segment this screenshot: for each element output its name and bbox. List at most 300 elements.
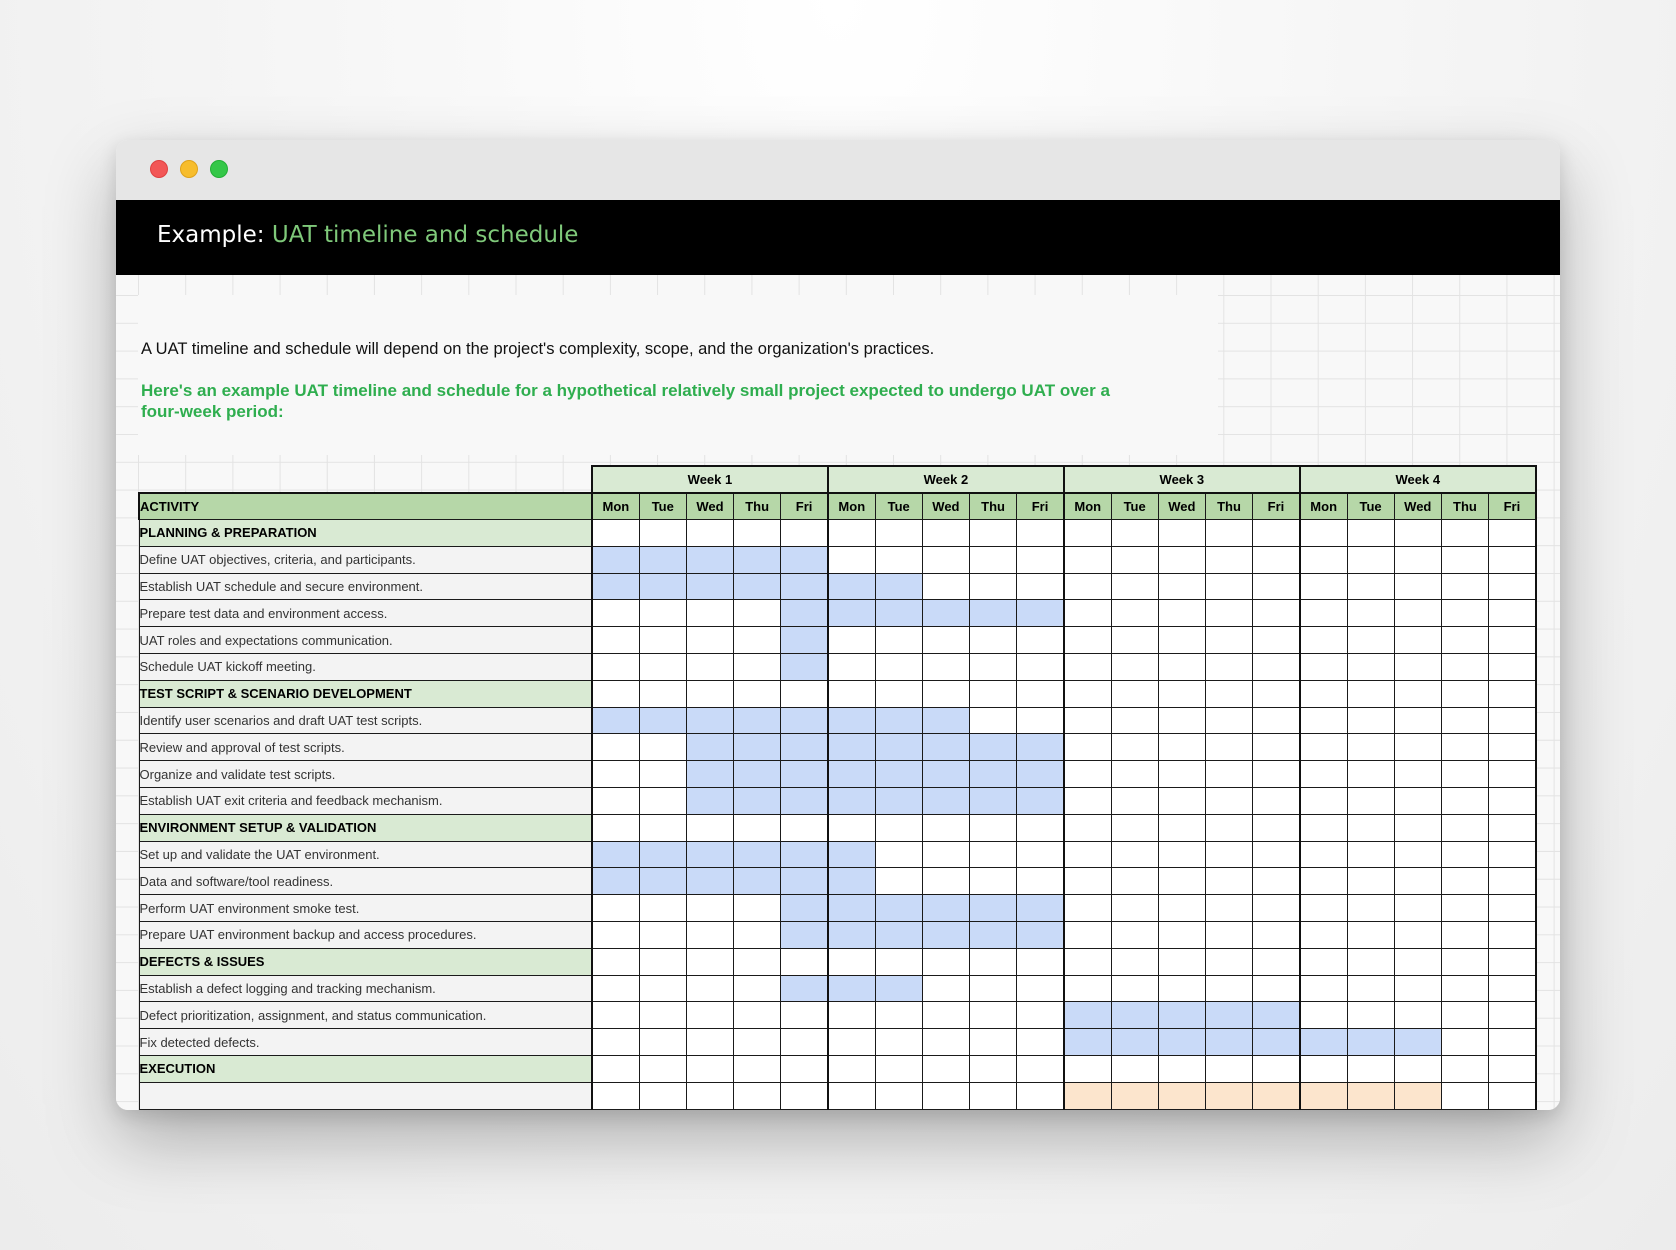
scheduled-cell[interactable] [734, 707, 781, 734]
schedule-cell[interactable] [734, 680, 781, 707]
schedule-cell[interactable] [1347, 895, 1394, 922]
scheduled-cell[interactable] [686, 707, 733, 734]
schedule-cell[interactable] [1205, 814, 1252, 841]
schedule-cell[interactable] [781, 520, 828, 547]
scheduled-cell[interactable] [1017, 761, 1064, 788]
schedule-cell[interactable] [970, 975, 1017, 1002]
schedule-cell[interactable] [592, 814, 639, 841]
schedule-cell[interactable] [970, 1029, 1017, 1056]
schedule-cell[interactable] [1394, 948, 1441, 975]
schedule-cell[interactable] [1111, 788, 1158, 815]
schedule-cell[interactable] [1064, 841, 1111, 868]
schedule-cell[interactable] [922, 841, 969, 868]
schedule-cell[interactable] [922, 975, 969, 1002]
section-label[interactable]: EXECUTION [139, 1056, 592, 1083]
schedule-cell[interactable] [1253, 654, 1300, 681]
schedule-cell[interactable] [1017, 1002, 1064, 1029]
schedule-cell[interactable] [875, 1056, 922, 1083]
schedule-cell[interactable] [1300, 1002, 1347, 1029]
schedule-cell[interactable] [686, 600, 733, 627]
schedule-cell[interactable] [1111, 654, 1158, 681]
schedule-cell[interactable] [1300, 948, 1347, 975]
schedule-cell[interactable] [592, 1002, 639, 1029]
schedule-cell[interactable] [828, 948, 875, 975]
schedule-cell[interactable] [1489, 680, 1536, 707]
scheduled-cell[interactable] [970, 734, 1017, 761]
schedule-cell[interactable] [1347, 1002, 1394, 1029]
schedule-cell[interactable] [1489, 1002, 1536, 1029]
scheduled-cell[interactable] [875, 788, 922, 815]
schedule-cell[interactable] [875, 654, 922, 681]
scheduled-cell[interactable] [781, 841, 828, 868]
scheduled-cell[interactable] [828, 707, 875, 734]
scheduled-cell[interactable] [734, 546, 781, 573]
scheduled-cell[interactable] [828, 868, 875, 895]
schedule-cell[interactable] [1205, 841, 1252, 868]
scheduled-cell[interactable] [1064, 1029, 1111, 1056]
schedule-cell[interactable] [1394, 654, 1441, 681]
schedule-cell[interactable] [1205, 707, 1252, 734]
schedule-cell[interactable] [1253, 680, 1300, 707]
schedule-cell[interactable] [1394, 868, 1441, 895]
schedule-cell[interactable] [1300, 868, 1347, 895]
schedule-cell[interactable] [1347, 841, 1394, 868]
scheduled-cell[interactable] [1017, 922, 1064, 949]
scheduled-cell[interactable] [1205, 1029, 1252, 1056]
schedule-cell[interactable] [1205, 680, 1252, 707]
scheduled-cell[interactable] [639, 573, 686, 600]
schedule-cell[interactable] [592, 680, 639, 707]
schedule-cell[interactable] [1111, 680, 1158, 707]
schedule-cell[interactable] [1111, 734, 1158, 761]
schedule-cell[interactable] [1205, 922, 1252, 949]
schedule-cell[interactable] [875, 868, 922, 895]
schedule-cell[interactable] [1111, 520, 1158, 547]
scheduled-cell[interactable] [592, 841, 639, 868]
schedule-cell[interactable] [1441, 788, 1488, 815]
activity-label[interactable]: Set up and validate the UAT environment. [139, 841, 592, 868]
schedule-cell[interactable] [1441, 1002, 1488, 1029]
schedule-cell[interactable] [1394, 573, 1441, 600]
schedule-cell[interactable] [1441, 922, 1488, 949]
schedule-cell[interactable] [1489, 922, 1536, 949]
close-button[interactable] [150, 160, 168, 178]
schedule-cell[interactable] [970, 520, 1017, 547]
activity-label[interactable]: Organize and validate test scripts. [139, 761, 592, 788]
scheduled-cell[interactable] [922, 600, 969, 627]
schedule-cell[interactable] [828, 1002, 875, 1029]
schedule-cell[interactable] [1300, 975, 1347, 1002]
schedule-cell[interactable] [1017, 573, 1064, 600]
schedule-cell[interactable] [1347, 546, 1394, 573]
scheduled-cell[interactable] [1394, 1029, 1441, 1056]
schedule-cell[interactable] [1300, 1056, 1347, 1083]
schedule-cell[interactable] [1064, 546, 1111, 573]
scheduled-cell[interactable] [781, 600, 828, 627]
schedule-cell[interactable] [686, 680, 733, 707]
scheduled-cell[interactable] [781, 788, 828, 815]
schedule-cell[interactable] [1111, 573, 1158, 600]
schedule-cell[interactable] [1441, 895, 1488, 922]
schedule-cell[interactable] [1017, 975, 1064, 1002]
schedule-cell[interactable] [1441, 868, 1488, 895]
schedule-cell[interactable] [970, 707, 1017, 734]
schedule-cell[interactable] [922, 654, 969, 681]
schedule-cell[interactable] [1394, 734, 1441, 761]
schedule-cell[interactable] [1394, 627, 1441, 654]
schedule-cell[interactable] [1394, 520, 1441, 547]
schedule-cell[interactable] [734, 1082, 781, 1109]
schedule-cell[interactable] [828, 1082, 875, 1109]
schedule-cell[interactable] [1489, 1056, 1536, 1083]
schedule-cell[interactable] [1064, 734, 1111, 761]
scheduled-cell[interactable] [1064, 1082, 1111, 1109]
schedule-cell[interactable] [1158, 975, 1205, 1002]
scheduled-cell[interactable] [781, 573, 828, 600]
schedule-cell[interactable] [1489, 948, 1536, 975]
schedule-cell[interactable] [970, 1002, 1017, 1029]
schedule-cell[interactable] [1441, 546, 1488, 573]
scheduled-cell[interactable] [734, 573, 781, 600]
activity-label[interactable]: Fix detected defects. [139, 1029, 592, 1056]
schedule-cell[interactable] [1441, 680, 1488, 707]
activity-label[interactable]: Data and software/tool readiness. [139, 868, 592, 895]
schedule-cell[interactable] [1017, 654, 1064, 681]
schedule-cell[interactable] [686, 814, 733, 841]
schedule-cell[interactable] [1017, 1029, 1064, 1056]
schedule-cell[interactable] [1441, 814, 1488, 841]
schedule-cell[interactable] [1347, 1056, 1394, 1083]
scheduled-cell[interactable] [781, 627, 828, 654]
scheduled-cell[interactable] [828, 734, 875, 761]
schedule-cell[interactable] [1253, 734, 1300, 761]
schedule-cell[interactable] [1441, 520, 1488, 547]
schedule-cell[interactable] [1158, 1056, 1205, 1083]
schedule-cell[interactable] [1064, 627, 1111, 654]
schedule-cell[interactable] [1347, 761, 1394, 788]
schedule-cell[interactable] [828, 546, 875, 573]
schedule-cell[interactable] [1441, 1029, 1488, 1056]
schedule-cell[interactable] [1300, 600, 1347, 627]
schedule-cell[interactable] [1017, 546, 1064, 573]
schedule-cell[interactable] [1441, 841, 1488, 868]
scheduled-cell[interactable] [592, 707, 639, 734]
schedule-cell[interactable] [1017, 948, 1064, 975]
schedule-cell[interactable] [734, 627, 781, 654]
scheduled-cell[interactable] [1017, 600, 1064, 627]
scheduled-cell[interactable] [686, 546, 733, 573]
scheduled-cell[interactable] [875, 707, 922, 734]
schedule-cell[interactable] [1017, 707, 1064, 734]
schedule-cell[interactable] [686, 654, 733, 681]
zoom-button[interactable] [210, 160, 228, 178]
schedule-cell[interactable] [1441, 573, 1488, 600]
schedule-cell[interactable] [1111, 1056, 1158, 1083]
schedule-cell[interactable] [1205, 600, 1252, 627]
schedule-cell[interactable] [1253, 922, 1300, 949]
scheduled-cell[interactable] [734, 761, 781, 788]
scheduled-cell[interactable] [970, 788, 1017, 815]
schedule-cell[interactable] [734, 1029, 781, 1056]
scheduled-cell[interactable] [781, 895, 828, 922]
schedule-cell[interactable] [592, 627, 639, 654]
scheduled-cell[interactable] [734, 734, 781, 761]
schedule-cell[interactable] [1205, 520, 1252, 547]
scheduled-cell[interactable] [828, 573, 875, 600]
scheduled-cell[interactable] [686, 868, 733, 895]
schedule-cell[interactable] [1489, 600, 1536, 627]
schedule-cell[interactable] [1394, 707, 1441, 734]
scheduled-cell[interactable] [875, 975, 922, 1002]
scheduled-cell[interactable] [1205, 1082, 1252, 1109]
schedule-cell[interactable] [734, 922, 781, 949]
schedule-cell[interactable] [1300, 788, 1347, 815]
schedule-cell[interactable] [1441, 975, 1488, 1002]
schedule-cell[interactable] [875, 948, 922, 975]
scheduled-cell[interactable] [875, 922, 922, 949]
schedule-cell[interactable] [639, 975, 686, 1002]
schedule-cell[interactable] [875, 1029, 922, 1056]
schedule-cell[interactable] [1253, 814, 1300, 841]
schedule-cell[interactable] [592, 1082, 639, 1109]
schedule-cell[interactable] [1489, 761, 1536, 788]
activity-label[interactable]: Perform UAT environment smoke test. [139, 895, 592, 922]
schedule-cell[interactable] [922, 1082, 969, 1109]
schedule-cell[interactable] [1064, 868, 1111, 895]
schedule-cell[interactable] [828, 654, 875, 681]
schedule-cell[interactable] [1205, 788, 1252, 815]
scheduled-cell[interactable] [686, 841, 733, 868]
schedule-cell[interactable] [922, 1056, 969, 1083]
schedule-cell[interactable] [1064, 895, 1111, 922]
schedule-cell[interactable] [639, 520, 686, 547]
activity-label[interactable]: UAT roles and expectations communication. [139, 627, 592, 654]
schedule-cell[interactable] [734, 975, 781, 1002]
schedule-cell[interactable] [922, 546, 969, 573]
schedule-cell[interactable] [1158, 573, 1205, 600]
scheduled-cell[interactable] [781, 975, 828, 1002]
schedule-cell[interactable] [1111, 707, 1158, 734]
scheduled-cell[interactable] [639, 868, 686, 895]
schedule-cell[interactable] [1017, 520, 1064, 547]
scheduled-cell[interactable] [1064, 1002, 1111, 1029]
schedule-cell[interactable] [639, 761, 686, 788]
scheduled-cell[interactable] [922, 734, 969, 761]
schedule-cell[interactable] [970, 814, 1017, 841]
schedule-cell[interactable] [970, 680, 1017, 707]
schedule-cell[interactable] [1394, 895, 1441, 922]
schedule-cell[interactable] [1489, 654, 1536, 681]
schedule-cell[interactable] [1017, 627, 1064, 654]
schedule-cell[interactable] [1489, 573, 1536, 600]
scheduled-cell[interactable] [734, 868, 781, 895]
schedule-cell[interactable] [1064, 975, 1111, 1002]
schedule-cell[interactable] [1017, 841, 1064, 868]
section-label[interactable]: TEST SCRIPT & SCENARIO DEVELOPMENT [139, 680, 592, 707]
schedule-cell[interactable] [1064, 1056, 1111, 1083]
schedule-cell[interactable] [639, 788, 686, 815]
schedule-cell[interactable] [1111, 922, 1158, 949]
schedule-cell[interactable] [1158, 841, 1205, 868]
scheduled-cell[interactable] [828, 600, 875, 627]
schedule-cell[interactable] [639, 627, 686, 654]
scheduled-cell[interactable] [1253, 1029, 1300, 1056]
schedule-cell[interactable] [1158, 627, 1205, 654]
schedule-cell[interactable] [1111, 627, 1158, 654]
activity-label[interactable]: Establish UAT schedule and secure environment. [139, 573, 592, 600]
scheduled-cell[interactable] [1347, 1082, 1394, 1109]
schedule-cell[interactable] [1158, 734, 1205, 761]
scheduled-cell[interactable] [1300, 1082, 1347, 1109]
schedule-cell[interactable] [1253, 546, 1300, 573]
schedule-cell[interactable] [1300, 546, 1347, 573]
schedule-cell[interactable] [828, 814, 875, 841]
schedule-cell[interactable] [1489, 895, 1536, 922]
scheduled-cell[interactable] [970, 922, 1017, 949]
schedule-cell[interactable] [1489, 841, 1536, 868]
schedule-cell[interactable] [1489, 734, 1536, 761]
schedule-cell[interactable] [1064, 948, 1111, 975]
schedule-cell[interactable] [1158, 868, 1205, 895]
schedule-cell[interactable] [639, 1056, 686, 1083]
schedule-cell[interactable] [922, 520, 969, 547]
scheduled-cell[interactable] [922, 922, 969, 949]
schedule-cell[interactable] [1111, 546, 1158, 573]
schedule-cell[interactable] [1017, 680, 1064, 707]
schedule-cell[interactable] [1253, 841, 1300, 868]
scheduled-cell[interactable] [639, 841, 686, 868]
schedule-cell[interactable] [639, 948, 686, 975]
schedule-cell[interactable] [592, 734, 639, 761]
scheduled-cell[interactable] [875, 734, 922, 761]
scheduled-cell[interactable] [1300, 1029, 1347, 1056]
schedule-cell[interactable] [875, 680, 922, 707]
scheduled-cell[interactable] [734, 788, 781, 815]
schedule-cell[interactable] [1300, 761, 1347, 788]
scheduled-cell[interactable] [639, 707, 686, 734]
schedule-cell[interactable] [1441, 1056, 1488, 1083]
scheduled-cell[interactable] [828, 841, 875, 868]
schedule-cell[interactable] [1111, 814, 1158, 841]
schedule-cell[interactable] [828, 520, 875, 547]
schedule-cell[interactable] [1253, 788, 1300, 815]
schedule-cell[interactable] [1489, 975, 1536, 1002]
schedule-cell[interactable] [1347, 520, 1394, 547]
scheduled-cell[interactable] [781, 922, 828, 949]
schedule-cell[interactable] [639, 654, 686, 681]
schedule-cell[interactable] [922, 948, 969, 975]
schedule-cell[interactable] [1064, 788, 1111, 815]
schedule-cell[interactable] [1017, 814, 1064, 841]
activity-label[interactable]: Prepare UAT environment backup and access procedures. [139, 922, 592, 949]
scheduled-cell[interactable] [1111, 1082, 1158, 1109]
schedule-cell[interactable] [970, 1056, 1017, 1083]
schedule-cell[interactable] [1347, 975, 1394, 1002]
schedule-cell[interactable] [1394, 1002, 1441, 1029]
schedule-cell[interactable] [734, 948, 781, 975]
scheduled-cell[interactable] [1158, 1002, 1205, 1029]
schedule-cell[interactable] [1158, 761, 1205, 788]
schedule-cell[interactable] [1489, 814, 1536, 841]
schedule-cell[interactable] [686, 1082, 733, 1109]
schedule-cell[interactable] [970, 1082, 1017, 1109]
scheduled-cell[interactable] [875, 573, 922, 600]
schedule-cell[interactable] [1111, 975, 1158, 1002]
scheduled-cell[interactable] [686, 734, 733, 761]
schedule-cell[interactable] [970, 654, 1017, 681]
schedule-cell[interactable] [1300, 895, 1347, 922]
schedule-cell[interactable] [828, 680, 875, 707]
schedule-cell[interactable] [1158, 600, 1205, 627]
schedule-cell[interactable] [875, 546, 922, 573]
schedule-cell[interactable] [1253, 520, 1300, 547]
schedule-cell[interactable] [686, 975, 733, 1002]
schedule-cell[interactable] [1441, 1082, 1488, 1109]
schedule-cell[interactable] [1394, 761, 1441, 788]
schedule-cell[interactable] [781, 1056, 828, 1083]
scheduled-cell[interactable] [781, 654, 828, 681]
schedule-cell[interactable] [828, 1056, 875, 1083]
schedule-cell[interactable] [922, 627, 969, 654]
schedule-cell[interactable] [639, 680, 686, 707]
schedule-cell[interactable] [1205, 975, 1252, 1002]
activity-label[interactable] [139, 1082, 592, 1109]
schedule-cell[interactable] [1253, 895, 1300, 922]
schedule-cell[interactable] [734, 895, 781, 922]
scheduled-cell[interactable] [970, 600, 1017, 627]
schedule-cell[interactable] [1158, 948, 1205, 975]
schedule-cell[interactable] [1347, 734, 1394, 761]
scheduled-cell[interactable] [781, 761, 828, 788]
schedule-cell[interactable] [1441, 707, 1488, 734]
schedule-cell[interactable] [1158, 895, 1205, 922]
schedule-cell[interactable] [1300, 680, 1347, 707]
schedule-cell[interactable] [1394, 680, 1441, 707]
scheduled-cell[interactable] [1017, 895, 1064, 922]
schedule-cell[interactable] [1441, 627, 1488, 654]
schedule-cell[interactable] [1205, 1056, 1252, 1083]
schedule-cell[interactable] [1441, 734, 1488, 761]
schedule-cell[interactable] [1300, 734, 1347, 761]
schedule-cell[interactable] [1347, 868, 1394, 895]
schedule-cell[interactable] [734, 654, 781, 681]
schedule-cell[interactable] [1347, 680, 1394, 707]
schedule-cell[interactable] [592, 948, 639, 975]
schedule-cell[interactable] [922, 814, 969, 841]
schedule-cell[interactable] [639, 895, 686, 922]
schedule-cell[interactable] [1017, 868, 1064, 895]
activity-label[interactable]: Define UAT objectives, criteria, and participants. [139, 546, 592, 573]
schedule-cell[interactable] [875, 1002, 922, 1029]
schedule-cell[interactable] [592, 895, 639, 922]
scheduled-cell[interactable] [970, 761, 1017, 788]
schedule-cell[interactable] [1111, 895, 1158, 922]
schedule-cell[interactable] [639, 1082, 686, 1109]
schedule-cell[interactable] [1489, 1029, 1536, 1056]
schedule-cell[interactable] [686, 895, 733, 922]
scheduled-cell[interactable] [1394, 1082, 1441, 1109]
schedule-cell[interactable] [686, 1029, 733, 1056]
schedule-cell[interactable] [970, 841, 1017, 868]
schedule-cell[interactable] [639, 1029, 686, 1056]
schedule-cell[interactable] [922, 680, 969, 707]
schedule-cell[interactable] [1064, 761, 1111, 788]
scheduled-cell[interactable] [875, 761, 922, 788]
schedule-cell[interactable] [970, 948, 1017, 975]
schedule-cell[interactable] [781, 948, 828, 975]
scheduled-cell[interactable] [1017, 788, 1064, 815]
schedule-cell[interactable] [922, 573, 969, 600]
